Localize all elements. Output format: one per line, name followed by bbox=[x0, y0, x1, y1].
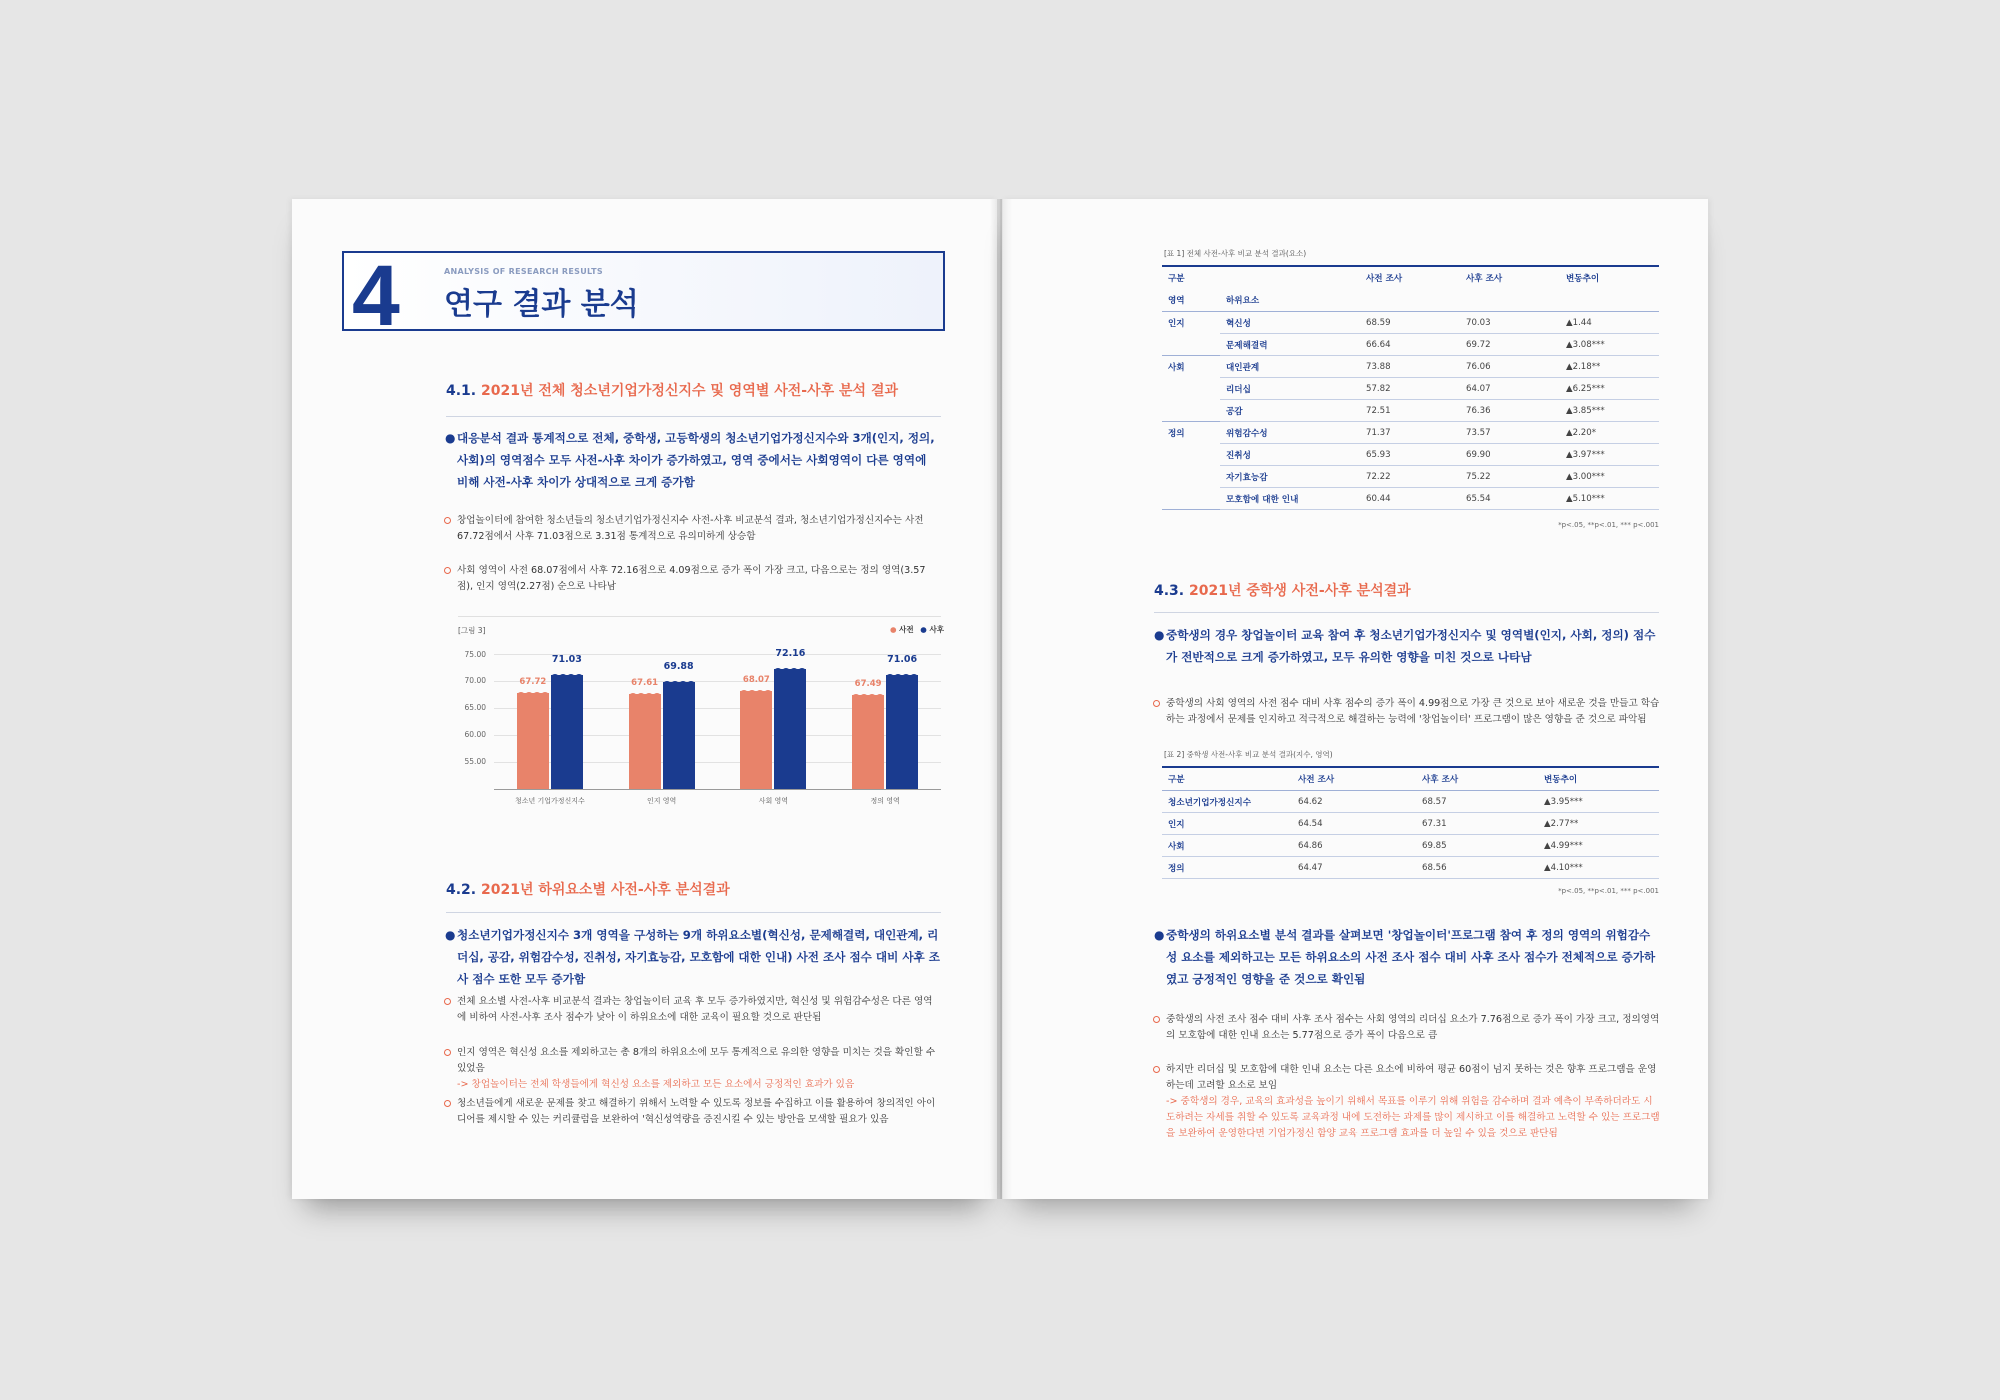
section-number: 4.3. bbox=[1154, 583, 1185, 599]
cell-change: ▲1.44 bbox=[1560, 312, 1659, 334]
cell-post: 69.85 bbox=[1416, 835, 1538, 857]
cell-pre: 60.44 bbox=[1360, 488, 1460, 510]
table-1-note: *p<.05, **p<.01, *** p<.001 bbox=[1558, 521, 1659, 529]
cell-area: 사회 bbox=[1168, 362, 1185, 373]
y-tick-label: 65.00 bbox=[464, 703, 486, 712]
data-label: 67.61 bbox=[631, 677, 659, 688]
section-4-3-heading bbox=[1154, 580, 1411, 600]
detail-item bbox=[457, 1096, 941, 1128]
x-axis-labels bbox=[494, 796, 941, 810]
y-tick-label: 60.00 bbox=[464, 730, 486, 739]
cell-area: 정의 bbox=[1168, 428, 1185, 439]
cell-post: 69.90 bbox=[1460, 444, 1560, 466]
pre-bar bbox=[852, 695, 884, 789]
cell-label: 사회 bbox=[1162, 835, 1292, 857]
divider bbox=[458, 616, 941, 617]
table-2 bbox=[1162, 768, 1659, 879]
x-axis-line bbox=[494, 789, 941, 790]
cell-label: 청소년기업가정신지수 bbox=[1162, 791, 1292, 813]
cell-pre: 64.86 bbox=[1292, 835, 1416, 857]
key-finding-text: 청소년기업가정신지수 3개 영역을 구성하는 9개 하위요소별(혁신성, 문제해결력, 대인관계, 리더십, 공감, 위험감수성, 진취성, 자기효능감, 모호함에 대한 인내) 사전 조사 점수 대비 사후 조사 점수 또한 모두 증가함 bbox=[457, 928, 940, 986]
cell-pre: 71.37 bbox=[1360, 422, 1460, 444]
header-category: 구분 bbox=[1168, 274, 1185, 284]
cell-area bbox=[1162, 334, 1220, 356]
table-row bbox=[1162, 422, 1659, 444]
cell-area bbox=[1162, 488, 1220, 510]
post-bar bbox=[886, 675, 918, 789]
table-row bbox=[1162, 488, 1659, 510]
x-tick-label: 정의 영역 bbox=[870, 797, 900, 805]
table-subheader-row bbox=[1162, 289, 1659, 312]
cell-item: 자기효능감 bbox=[1220, 466, 1360, 488]
post-bar bbox=[774, 669, 806, 789]
header-item: 하위요소 bbox=[1220, 289, 1360, 312]
cell-change: ▲5.10*** bbox=[1560, 488, 1659, 510]
header-change: 변동추이 bbox=[1566, 274, 1600, 284]
table-row bbox=[1162, 835, 1659, 857]
table-header-row bbox=[1162, 267, 1659, 289]
cell-pre: 66.64 bbox=[1360, 334, 1460, 356]
key-finding bbox=[1154, 924, 1661, 990]
bar-cap bbox=[629, 691, 661, 697]
cell-change: ▲4.99*** bbox=[1538, 835, 1659, 857]
key-finding bbox=[445, 924, 941, 990]
cell-area bbox=[1162, 466, 1220, 488]
table-row bbox=[1162, 857, 1659, 879]
bullet-ring-icon bbox=[444, 998, 451, 1005]
detail-text: 창업놀이터에 참여한 청소년들의 청소년기업가정신지수 사전-사후 비교분석 결과, 청소년기업가정신지수는 사전 67.72점에서 사후 71.03점으로 3.31점 통계적으로 유의미하게 상승함 bbox=[457, 515, 924, 542]
cell-pre: 57.82 bbox=[1360, 378, 1460, 400]
detail-note: -> 중학생의 경우, 교육의 효과성을 높이기 위해서 목표를 이루기 위해 위험을 감수하며 결과 예측이 부족하더라도 시도하려는 자세를 취할 수 있도록 교육과정 내에 도전하는 과제를 많이 제시하고 이를 해결하고 노력할 수 있는 프로그램을 보완하여 운영한다면 기업가정신 함양 교육 프로그램 효과를 더 높일 수 있을 것으로 판단됨 bbox=[1166, 1096, 1660, 1139]
cell-post: 76.06 bbox=[1460, 356, 1560, 378]
cell-pre: 68.59 bbox=[1360, 312, 1460, 334]
bullet-dot-icon: ● bbox=[1154, 928, 1165, 942]
section-4-2-heading bbox=[446, 879, 730, 899]
table-row bbox=[1162, 378, 1659, 400]
cell-item: 진취성 bbox=[1220, 444, 1360, 466]
cell-post: 64.07 bbox=[1460, 378, 1560, 400]
divider bbox=[1154, 612, 1659, 613]
detail-text: 하지만 리더십 및 모호함에 대한 인내 요소는 다른 요소에 비하여 평균 60점이 넘지 못하는 것은 향후 프로그램을 운영하는데 고려할 요소로 보임 bbox=[1166, 1064, 1657, 1091]
data-label: 69.88 bbox=[663, 660, 694, 672]
table-row bbox=[1162, 466, 1659, 488]
cell-change: ▲2.77** bbox=[1538, 813, 1659, 835]
cell-post: 65.54 bbox=[1460, 488, 1560, 510]
cell-post: 68.56 bbox=[1416, 857, 1538, 879]
legend-post-label: 사후 bbox=[929, 625, 944, 634]
chapter-header bbox=[342, 248, 945, 344]
section-title: 2021년 중학생 사전-사후 분석결과 bbox=[1189, 583, 1411, 599]
header-pre: 사전 조사 bbox=[1366, 274, 1403, 284]
cell-item: 공감 bbox=[1220, 400, 1360, 422]
bar-cap bbox=[886, 672, 918, 678]
figure-caption: [그림 3] bbox=[458, 626, 486, 635]
pre-bar bbox=[740, 691, 772, 789]
bar-cap bbox=[663, 679, 695, 685]
header-category: 구분 bbox=[1162, 768, 1292, 791]
cell-change: ▲6.25*** bbox=[1560, 378, 1659, 400]
table-header-row bbox=[1162, 768, 1659, 791]
cell-post: 73.57 bbox=[1460, 422, 1560, 444]
detail-text: 청소년들에게 새로운 문제를 찾고 해결하기 위해서 노력할 수 있도록 정보를 수집하고 이를 활용하여 창의적인 아이디어를 제시할 수 있는 커리큘럼을 보완하여 '혁신성역량을 증진시킬 수 있는 방안을 모색할 필요가 있음 bbox=[457, 1098, 936, 1125]
table-2-caption: [표 2] 중학생 사전-사후 비교 분석 결과(지수, 영역) bbox=[1164, 750, 1333, 759]
plot-area bbox=[494, 648, 941, 789]
bar-cap bbox=[852, 692, 884, 698]
cell-change: ▲3.95*** bbox=[1538, 791, 1659, 813]
cell-item: 혁신성 bbox=[1220, 312, 1360, 334]
detail-item bbox=[1166, 696, 1661, 728]
bullet-ring-icon bbox=[444, 1049, 451, 1056]
header-area: 영역 bbox=[1162, 289, 1220, 312]
divider bbox=[446, 416, 941, 417]
book-gutter-shadow bbox=[990, 199, 1012, 1199]
table-2-body bbox=[1162, 791, 1659, 879]
header-post: 사후 조사 bbox=[1466, 274, 1503, 284]
cell-area bbox=[1162, 400, 1220, 422]
cell-pre: 73.88 bbox=[1360, 356, 1460, 378]
y-tick-label: 75.00 bbox=[464, 650, 486, 659]
chart-legend bbox=[890, 624, 944, 635]
section-title: 2021년 전체 청소년기업가정신지수 및 영역별 사전-사후 분석 결과 bbox=[481, 383, 898, 399]
bullet-ring-icon bbox=[444, 567, 451, 574]
table-row bbox=[1162, 400, 1659, 422]
bar-cap bbox=[517, 690, 549, 696]
table-1 bbox=[1162, 267, 1659, 510]
data-label: 67.72 bbox=[519, 677, 547, 688]
cell-item: 모호함에 대한 인내 bbox=[1220, 488, 1360, 510]
cell-pre: 65.93 bbox=[1360, 444, 1460, 466]
cell-pre: 64.47 bbox=[1292, 857, 1416, 879]
key-finding-text: 중학생의 경우 창업놀이터 교육 참여 후 청소년기업가정신지수 및 영역별(인지, 사회, 정의) 점수가 전반적으로 크게 증가하였고, 모두 유의한 영향을 미친 것으로 나타남 bbox=[1166, 628, 1656, 664]
cell-change: ▲3.00*** bbox=[1560, 466, 1659, 488]
bar-chart bbox=[458, 648, 941, 805]
chapter-subtitle: ANALYSIS OF RESEARCH RESULTS bbox=[444, 267, 603, 276]
detail-text: 사회 영역이 사전 68.07점에서 사후 72.16점으로 4.09점으로 증가 폭이 가장 크고, 다음으로는 정의 영역(3.57점), 인지 영역(2.27점) 순으로 나타남 bbox=[457, 565, 926, 592]
detail-text: 중학생의 사회 영역의 사전 점수 대비 사후 점수의 증가 폭이 4.99점으로 가장 큰 것으로 보아 새로운 것을 만들고 학습하는 과정에서 문제를 인지하고 적극적으로 해결하는 능력에 '창업놀이터' 프로그램이 많은 영향을 준 것으로 파악됨 bbox=[1166, 698, 1660, 725]
detail-text: 중학생의 사전 조사 점수 대비 사후 조사 점수는 사회 영역의 리더십 요소가 7.76점으로 증가 폭이 가장 크고, 정의영역의 모호함에 대한 인내 요소는 5.77점으로 증가 폭이 다음으로 큼 bbox=[1166, 1014, 1660, 1041]
detail-item bbox=[457, 994, 941, 1026]
cell-change: ▲3.97*** bbox=[1560, 444, 1659, 466]
detail-item bbox=[457, 513, 941, 545]
bullet-dot-icon: ● bbox=[1154, 628, 1165, 642]
table-row bbox=[1162, 312, 1659, 334]
bullet-ring-icon bbox=[444, 1100, 451, 1107]
x-tick-label: 청소년 기업가정신지수 bbox=[514, 797, 585, 805]
cell-post: 69.72 bbox=[1460, 334, 1560, 356]
table-row bbox=[1162, 813, 1659, 835]
detail-text: 인지 영역은 혁신성 요소를 제외하고는 총 8개의 하위요소에 모두 통계적으로 유의한 영향을 미치는 것을 확인할 수 있었음 bbox=[457, 1047, 936, 1074]
table-row bbox=[1162, 334, 1659, 356]
detail-item bbox=[1166, 1012, 1661, 1044]
bar-cap bbox=[740, 688, 772, 694]
bullet-dot-icon: ● bbox=[445, 928, 456, 942]
left-page bbox=[292, 199, 997, 1199]
cell-item: 위험감수성 bbox=[1220, 422, 1360, 444]
bullet-ring-icon bbox=[444, 517, 451, 524]
cell-post: 76.36 bbox=[1460, 400, 1560, 422]
detail-item bbox=[1166, 1062, 1661, 1142]
cell-change: ▲3.85*** bbox=[1560, 400, 1659, 422]
pre-bar bbox=[517, 693, 549, 789]
key-finding-text: 중학생의 하위요소별 분석 결과를 살펴보면 '창업놀이터'프로그램 참여 후 정의 영역의 위험감수성 요소를 제외하고는 모든 하위요소의 사전 조사 점수 대비 사후 조사 점수가 전체적으로 증가하였고 긍정적인 영향을 준 것으로 확인됨 bbox=[1166, 928, 1656, 986]
cell-change: ▲2.18** bbox=[1560, 356, 1659, 378]
data-label: 71.03 bbox=[551, 654, 582, 666]
legend-pre-swatch: ● bbox=[890, 625, 897, 634]
cell-post: 67.31 bbox=[1416, 813, 1538, 835]
cell-area: 인지 bbox=[1168, 318, 1185, 329]
section-title: 2021년 하위요소별 사전-사후 분석결과 bbox=[481, 882, 730, 898]
header-change: 변동추이 bbox=[1538, 768, 1659, 791]
cell-change: ▲4.10*** bbox=[1538, 857, 1659, 879]
cell-change: ▲3.08*** bbox=[1560, 334, 1659, 356]
right-page bbox=[1002, 199, 1708, 1199]
cell-pre: 72.22 bbox=[1360, 466, 1460, 488]
bar-cap bbox=[774, 666, 806, 672]
legend-post-swatch: ● bbox=[920, 625, 927, 634]
bar-cap bbox=[551, 672, 583, 678]
detail-item bbox=[457, 563, 941, 595]
detail-note: -> 창업놀이터는 전체 학생들에게 혁신성 요소를 제외하고 모든 요소에서 긍정적인 효과가 있음 bbox=[457, 1079, 855, 1090]
detail-text: 전체 요소별 사전-사후 비교분석 결과는 창업놀이터 교육 후 모두 증가하였지만, 혁신성 및 위험감수성은 다른 영역에 비하여 사전-사후 조사 점수가 낮아 이 하위요소에 대한 교육이 필요할 것으로 판단됨 bbox=[457, 996, 933, 1023]
table-1-caption: [표 1] 전체 사전-사후 비교 분석 결과(요소) bbox=[1164, 249, 1307, 258]
chapter-title: 연구 결과 분석 bbox=[444, 287, 639, 322]
legend-pre-label: 사전 bbox=[899, 625, 914, 634]
cell-area bbox=[1162, 444, 1220, 466]
table-row bbox=[1162, 791, 1659, 813]
key-finding bbox=[1154, 624, 1661, 668]
x-tick-label: 인지 영역 bbox=[646, 797, 677, 805]
pre-bar bbox=[629, 694, 661, 789]
table-row bbox=[1162, 356, 1659, 378]
cell-change: ▲2.20* bbox=[1560, 422, 1659, 444]
section-number: 4.2. bbox=[446, 882, 477, 898]
cell-post: 70.03 bbox=[1460, 312, 1560, 334]
cell-pre: 72.51 bbox=[1360, 400, 1460, 422]
cell-pre: 64.54 bbox=[1292, 813, 1416, 835]
table-row bbox=[1162, 444, 1659, 466]
detail-item bbox=[457, 1045, 941, 1093]
bullet-ring-icon bbox=[1153, 1016, 1160, 1023]
table-2-note: *p<.05, **p<.01, *** p<.001 bbox=[1558, 887, 1659, 895]
cell-post: 75.22 bbox=[1460, 466, 1560, 488]
bullet-dot-icon: ● bbox=[445, 431, 456, 445]
post-bar bbox=[551, 675, 583, 789]
data-label: 68.07 bbox=[742, 675, 770, 686]
section-number: 4.1. bbox=[446, 383, 477, 399]
divider bbox=[446, 912, 941, 913]
cell-item: 대인관계 bbox=[1220, 356, 1360, 378]
data-label: 71.06 bbox=[887, 654, 918, 666]
key-finding-text: 대응분석 결과 통계적으로 전체, 중학생, 고등학생의 청소년기업가정신지수와 3개(인지, 정의, 사회)의 영역점수 모두 사전-사후 차이가 증가하였고, 영역 중에서는 사회영역이 다른 영역에 비해 사전-사후 차이가 상대적으로 크게 증가함 bbox=[457, 431, 935, 489]
header-pre: 사전 조사 bbox=[1292, 768, 1416, 791]
chapter-number: 4 bbox=[352, 248, 400, 344]
bullet-ring-icon bbox=[1153, 700, 1160, 707]
y-tick-label: 55.00 bbox=[464, 757, 486, 766]
cell-area bbox=[1162, 378, 1220, 400]
data-label: 67.49 bbox=[854, 678, 882, 689]
key-finding bbox=[445, 427, 941, 493]
cell-label: 인지 bbox=[1162, 813, 1292, 835]
cell-label: 정의 bbox=[1162, 857, 1292, 879]
x-tick-label: 사회 영역 bbox=[758, 797, 789, 805]
table-1-body bbox=[1162, 312, 1659, 510]
section-4-1-heading bbox=[446, 380, 898, 400]
cell-pre: 64.62 bbox=[1292, 791, 1416, 813]
header-post: 사후 조사 bbox=[1416, 768, 1538, 791]
y-tick-label: 70.00 bbox=[464, 676, 486, 685]
bullet-ring-icon bbox=[1153, 1066, 1160, 1073]
data-label: 72.16 bbox=[775, 648, 806, 660]
cell-item: 리더십 bbox=[1220, 378, 1360, 400]
cell-item: 문제해결력 bbox=[1220, 334, 1360, 356]
cell-post: 68.57 bbox=[1416, 791, 1538, 813]
post-bar bbox=[663, 682, 695, 789]
